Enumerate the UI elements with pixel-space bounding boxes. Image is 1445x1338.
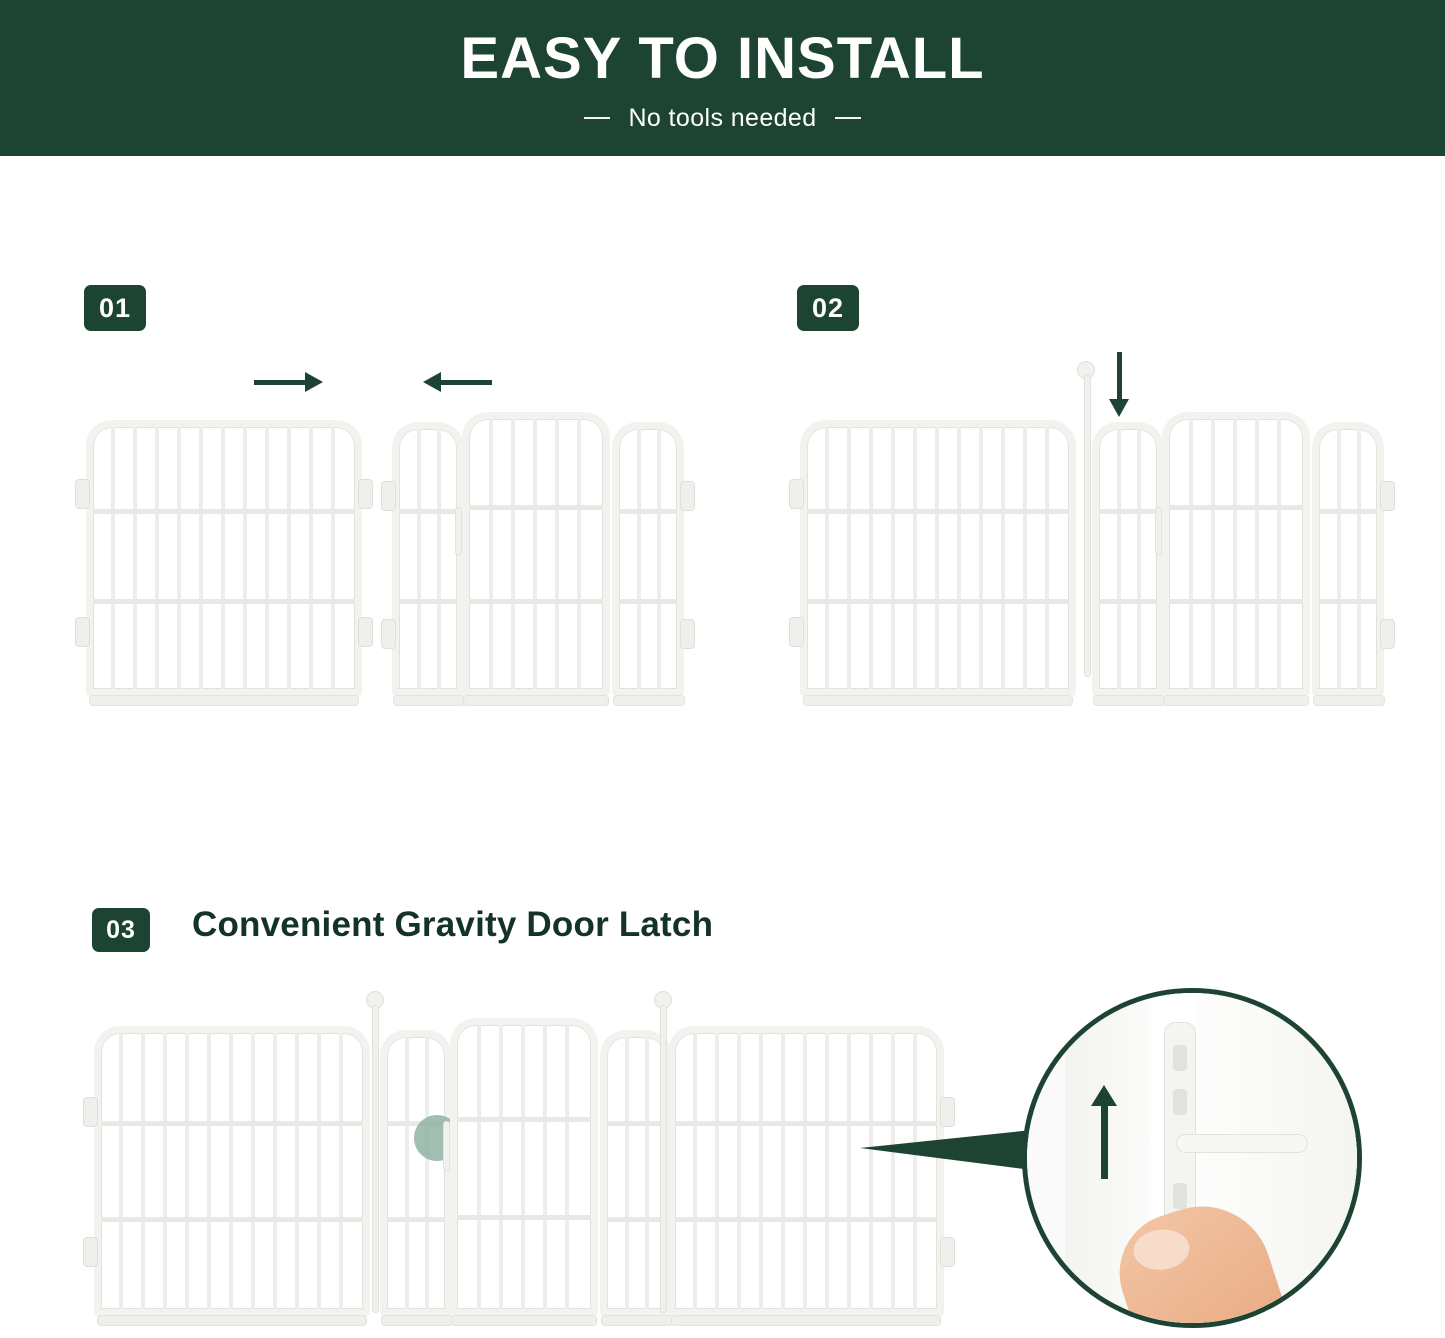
fence-door-panel — [1162, 412, 1310, 696]
panel-bars — [93, 427, 355, 689]
panel-bars — [607, 1037, 665, 1309]
fingernail — [1132, 1227, 1192, 1273]
panel-foot — [1094, 696, 1164, 705]
header-subtitle-row — [584, 104, 860, 133]
panel-hinge — [359, 618, 372, 646]
dash-left-decor — [584, 117, 610, 119]
panel-foot — [672, 1316, 940, 1325]
header-banner — [0, 0, 1445, 156]
step-03-title: Convenient Gravity Door Latch — [192, 905, 714, 944]
panel-bars — [1319, 429, 1377, 689]
fence-panel — [392, 422, 464, 696]
latch-handle[interactable] — [1177, 1135, 1307, 1152]
panel-bars — [807, 427, 1069, 689]
panel-bars — [1099, 429, 1157, 689]
header-subtitle: No tools needed — [628, 103, 817, 132]
fence-door-panel — [462, 412, 610, 696]
step-badge-02: 02 — [797, 285, 859, 331]
panel-foot — [382, 1316, 452, 1325]
panel-hinge — [681, 620, 694, 648]
panel-hinge — [76, 618, 89, 646]
arrow-right-icon — [254, 380, 306, 385]
arrow-up-icon — [1101, 1105, 1108, 1179]
panel-hinge — [681, 482, 694, 510]
dash-right-decor — [835, 117, 861, 119]
panel-hinge — [790, 480, 803, 508]
panel-foot — [804, 696, 1072, 705]
gravity-latch-rod[interactable] — [373, 1006, 378, 1312]
panel-bars — [457, 1025, 591, 1309]
arrow-left-icon — [440, 380, 492, 385]
gravity-latch-rod[interactable] — [1085, 376, 1090, 676]
latch-slot-upper — [1173, 1045, 1187, 1071]
panel-hinge — [1381, 620, 1394, 648]
panel-hinge — [790, 618, 803, 646]
gravity-latch[interactable] — [1156, 508, 1161, 554]
gravity-latch-closeup — [1022, 988, 1362, 1328]
panel-bars — [619, 429, 677, 689]
fence-panel — [94, 1026, 370, 1316]
fence-panel — [1312, 422, 1384, 696]
callout-leader-line — [860, 1128, 1032, 1172]
panel-hinge — [941, 1238, 954, 1266]
panel-foot — [90, 696, 358, 705]
panel-hinge — [84, 1098, 97, 1126]
panel-hinge — [84, 1238, 97, 1266]
page-title: EASY TO INSTALL — [460, 26, 985, 92]
panel-hinge — [382, 620, 395, 648]
fence-panel — [612, 422, 684, 696]
panel-bars — [469, 419, 603, 689]
panel-foot — [464, 696, 608, 705]
gravity-latch[interactable] — [456, 508, 461, 554]
panel-bars — [1169, 419, 1303, 689]
panel-foot — [98, 1316, 366, 1325]
panel-foot — [394, 696, 464, 705]
panel-foot — [1314, 696, 1384, 705]
panel-hinge — [382, 482, 395, 510]
panel-hinge — [359, 480, 372, 508]
panel-bars — [399, 429, 457, 689]
gravity-latch-rod[interactable] — [661, 1006, 666, 1312]
panel-foot — [614, 696, 684, 705]
gravity-latch[interactable] — [444, 1122, 449, 1170]
panel-foot — [452, 1316, 596, 1325]
fence-panel — [800, 420, 1076, 696]
panel-hinge — [941, 1098, 954, 1126]
panel-hinge — [76, 480, 89, 508]
step-badge-03: 03 — [92, 908, 150, 952]
panel-hinge — [1381, 482, 1394, 510]
panel-bars — [101, 1033, 363, 1309]
panel-bars — [387, 1037, 445, 1309]
arrow-down-icon — [1117, 352, 1122, 400]
fence-door-panel — [450, 1018, 598, 1316]
latch-slot-lower — [1173, 1183, 1187, 1209]
panel-foot — [1164, 696, 1308, 705]
fence-panel — [1092, 422, 1164, 696]
panel-foot — [602, 1316, 672, 1325]
fence-panel — [380, 1030, 452, 1316]
step-badge-01: 01 — [84, 285, 146, 331]
latch-slot-middle — [1173, 1089, 1187, 1115]
fence-panel — [86, 420, 362, 696]
